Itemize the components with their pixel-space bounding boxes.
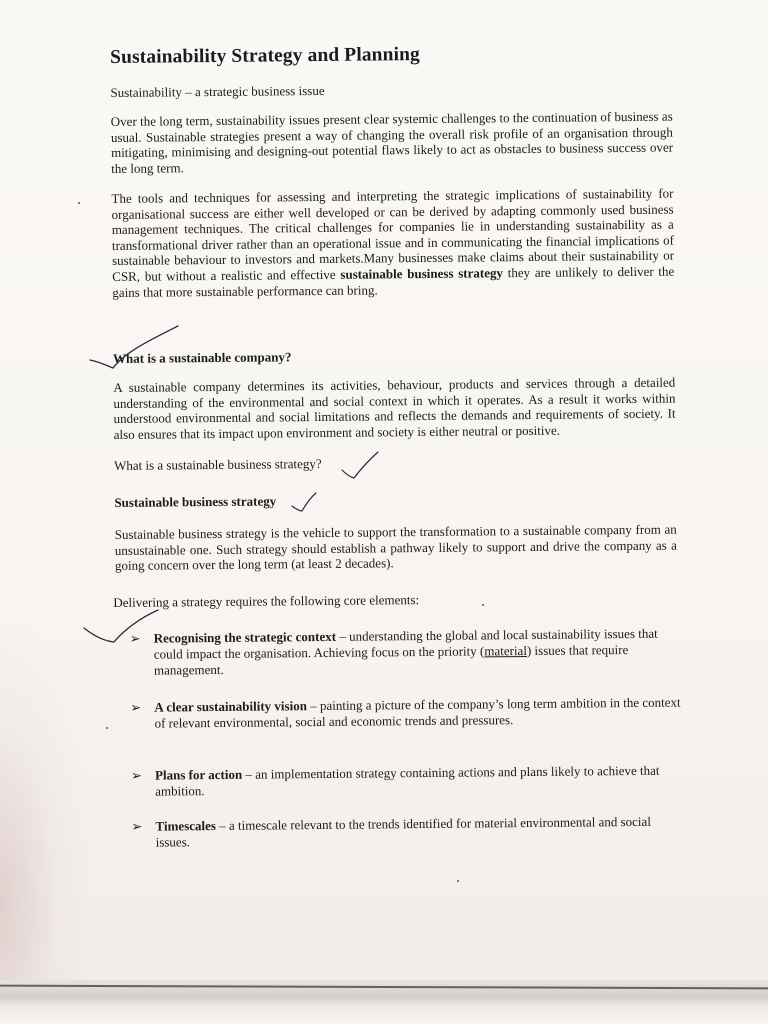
what-paragraph: A sustainable company determines its activities, behaviour, products and services through a detailed understanding of the environmental and social context in which it operates. As a result it works within understood environmental and social limitations and reflects the demands and requirements of society. It also ensures that its impact upon environment and society is either neutral or positive. [113, 374, 676, 442]
arrow-bullet-icon: ➢ [130, 767, 142, 783]
speck [482, 604, 484, 606]
list-item-desc: – painting a picture of the company’s long term ambition in the context of relevant environmental, social and economic trends and pressures. [154, 694, 681, 731]
list-item [131, 813, 686, 850]
section-heading-strategy: Sustainable business strategy [114, 493, 277, 510]
speck [106, 727, 108, 729]
arrow-bullet-icon: ➢ [131, 818, 143, 834]
core-elements-lead: Delivering a strategy requires the following core elements: [113, 592, 420, 610]
tick-mark [84, 610, 158, 642]
page-title: Sustainability Strategy and Planning [110, 44, 420, 68]
tools-paragraph-text-end: they are unlikely to deliver the gains that more sustainable performance can bring. [112, 263, 675, 300]
tools-paragraph [111, 186, 674, 301]
arrow-bullet-icon: ➢ [130, 699, 142, 715]
list-item-term: Timescales [155, 818, 217, 834]
section-heading-what: What is a sustainable company? [112, 349, 292, 366]
list-item-term: Recognising the strategic context [153, 628, 337, 646]
list-item [129, 625, 685, 678]
document-body [108, 38, 683, 850]
arrow-bullet-icon: ➢ [129, 630, 141, 646]
intro-paragraph: Over the long term, sustainability issues present clear systemic challenges to the continuation of business as usual. Sustainable strategies present a way of changing the overall risk profile of an organisation through mitigating, minimising and designing-out potential flaws likely to act as obstacles to business success over the long term. [110, 108, 674, 176]
subtitle: Sustainability – a strategic business issue [110, 82, 325, 100]
list-item-desc: – a timescale relevant to the trends identified for material environmental and social issues. [155, 813, 651, 850]
list-item [130, 694, 685, 731]
list-item-desc-end: ) issues that require management. [153, 642, 629, 678]
list-item-desc: – understanding the global and local sustainability issues that could impact the organisation. Achieving focus on the priority ( [153, 625, 658, 662]
strategy-paragraph: Sustainable business strategy is the vehicle to support the transformation to a sustainable company from an unsustainable one. Such strategy should establish a pathway likely to support and drive the company as a going concern over the long term (at least 2 decades). [114, 521, 677, 574]
list-item-text [154, 626, 684, 679]
list-item-term: Plans for action [154, 766, 243, 783]
list-item-text [154, 694, 684, 731]
strategy-question: What is a sustainable business strategy? [113, 455, 322, 473]
list-item-underlined: material [484, 643, 527, 659]
list-item [130, 762, 686, 799]
list-item-term: A clear sustainability vision [154, 698, 307, 715]
tools-paragraph-text: The tools and techniques for assessing and interpreting the strategic implications of sustainability for organisational success are either well developed or can be derived by adapting commonly used business management techniques. The critical challenges for companies lie in understanding sustainability as a transformational driver rather than an operational issue and in communicating the financial implications of sustainable behaviour to investors and markets.Many businesses make claims about their sustainability or CSR, but without a realistic and effective [111, 185, 675, 284]
list-item-text [155, 813, 685, 850]
tick-mark [292, 493, 316, 511]
page-shadow [0, 620, 90, 1024]
tools-paragraph-bold: sustainable business strategy [340, 265, 504, 282]
speck [78, 202, 80, 204]
speck [457, 880, 459, 882]
list-item-desc: – an implementation strategy containing actions and plans likely to achieve that ambition. [155, 762, 660, 799]
list-item-text [155, 762, 685, 799]
